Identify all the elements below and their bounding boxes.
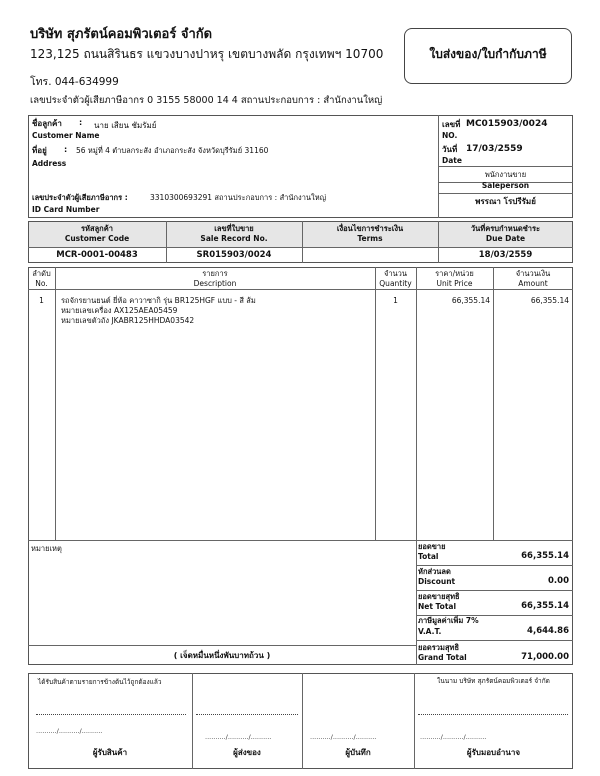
salesperson-value: พรรณา โรปรีรัมย์ [475,197,536,206]
customer-id-label: เลขประจำตัวผู้เสียภาษีอากร : [32,193,128,202]
company-tax-id: เลขประจำตัวผู้เสียภาษีอากร 0 3155 58000 14 4 สถานประกอบการ : สำนักงานใหญ่ [30,95,383,106]
sender-signature-label: ผู้ส่งของ [233,748,261,757]
net-total-value: 66,355.14 [521,601,569,611]
item-unit-price: 66,355.14 [451,296,490,305]
sale-record-no: SR015903/0024 [196,250,272,260]
customer-address-label-en: Address [32,159,67,168]
customer-id-value: 3310300693291 สถานประกอบการ : สำนักงานใหญ่ [150,193,327,202]
due-date: 18/03/2559 [478,250,533,260]
on-behalf-note: ในนาม บริษัท สุภรัตน์คอมพิวเตอร์ จำกัด [437,677,550,685]
company-name: บริษัท สุภรัตน์คอมพิวเตอร์ จำกัด [30,27,213,42]
doc-date-label: วันที่ [442,145,458,154]
doc-date-label-en: Date [442,156,462,165]
recorder-signature-label: ผู้บันทึก [345,748,371,757]
customer-address: 56 หมู่ที่ 4 ตำบลกระสัง อำเภอกระสัง จังหวัดบุรีรัมย์ 31160 [76,146,269,155]
item-amount: 66,355.14 [530,296,569,305]
customer-address-label: ที่อยู่ [32,146,47,155]
document-title-box [404,28,572,84]
total-value: 66,355.14 [521,551,569,561]
customer-name-label-en: Customer Name [32,131,100,140]
vat-value: 4,644.86 [527,626,569,636]
company-address: 123,125 ถนนสิรินธร แขวงบางปาหรุ เขตบางพลัด กรุงเทพฯ 10700 [30,47,384,61]
customer-name: นาย เสียน ชัมรัมย์ [94,121,157,130]
items-table [28,267,573,665]
item-qty: 1 [393,296,398,305]
receiver-signature-label: ผู้รับสินค้า [92,748,128,757]
item-engine-no: หมายเลขเครื่อง AX125AEA05459 [61,306,178,315]
remarks-label: หมายเหตุ [31,544,62,553]
item-chassis-no: หมายเลขตัวถัง JKABR125HHDA03542 [61,316,195,325]
salesperson-label: พนักงานขาย [484,170,527,179]
grand-total-value: 71,000.00 [521,652,569,662]
authorized-signature-label: ผู้รับมอบอำนาจ [466,748,521,757]
customer-code: MCR-0001-00483 [56,250,138,260]
customer-name-label: ชื่อลูกค้า [32,119,62,128]
item-description: รถจักรยานยนต์ ยี่ห้อ คาวาซากิ รุ่น BR125HGF แบบ - สี ส้ม [61,296,256,305]
document-title: ใบส่งของ/ใบกำกับภาษี [429,47,547,61]
doc-no-label: เลขที่ [442,120,461,129]
doc-no-value: MC015903/0024 [466,119,548,129]
customer-id-label-en: ID Card Number [32,205,100,214]
salesperson-label-en: Saleperson [481,181,530,190]
received-note: ได้รับสินค้าตามรายการข้างต้นไว้ถูกต้องแล้ว [38,678,162,686]
discount-value: 0.00 [548,576,569,586]
doc-no-label-en: NO. [442,131,458,140]
company-phone: โทร. 044-634999 [30,76,119,88]
doc-date-value: 17/03/2559 [466,144,523,154]
amount-in-words: ( เจ็ดหมื่นหนึ่งพันบาทถ้วน ) [173,651,271,660]
